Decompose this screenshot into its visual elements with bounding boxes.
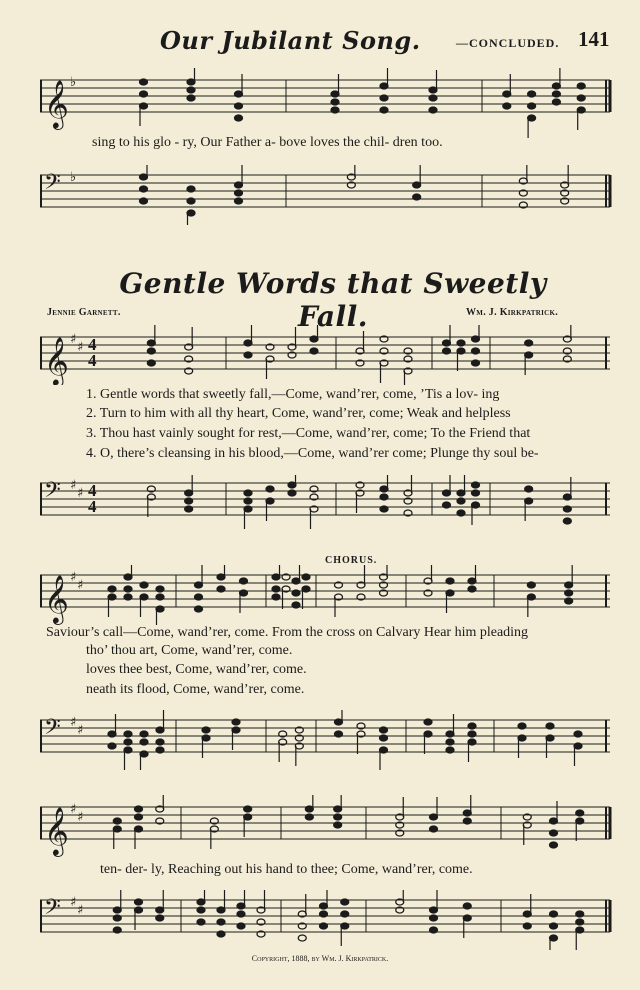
note-head — [244, 806, 252, 812]
note-head — [503, 91, 511, 97]
note-head — [202, 727, 210, 733]
note-head — [546, 735, 554, 741]
note-head — [156, 739, 164, 745]
key-signature-icon: ♯ — [70, 332, 77, 347]
note-head — [576, 818, 584, 824]
page-title: Our Jubilant Song. — [160, 26, 421, 55]
note-head — [463, 915, 471, 921]
note-head — [446, 590, 454, 596]
note-head — [472, 348, 480, 354]
note-head — [237, 903, 245, 909]
composer-credit: Wm. J. Kirkpatrick. — [466, 307, 559, 318]
note-head — [185, 490, 193, 496]
note-head — [108, 731, 116, 737]
note-head — [457, 490, 465, 496]
note-head — [525, 352, 533, 358]
note-head — [443, 340, 451, 346]
system2-bass-staff — [36, 475, 614, 535]
note-head — [552, 99, 560, 105]
note-head — [563, 494, 571, 500]
bass-clef-icon: 𝄢 — [44, 895, 61, 925]
note-head — [185, 506, 193, 512]
note-head — [140, 198, 148, 204]
note-head — [237, 923, 245, 929]
note-head — [135, 814, 143, 820]
note-head — [140, 174, 148, 180]
note-head — [135, 907, 143, 913]
note-head — [235, 91, 243, 97]
note-head — [468, 586, 476, 592]
note-head — [468, 578, 476, 584]
note-head — [244, 340, 252, 346]
note-head — [187, 79, 195, 85]
key-signature-icon: ♯ — [70, 478, 77, 493]
note-head — [298, 935, 306, 941]
note-head — [334, 814, 342, 820]
note-head — [472, 502, 480, 508]
note-head — [235, 103, 243, 109]
note-head — [331, 99, 339, 105]
note-head — [565, 598, 573, 604]
note-head — [331, 91, 339, 97]
note-head — [124, 574, 132, 580]
note-head — [235, 190, 243, 196]
note-head — [525, 486, 533, 492]
note-head — [576, 919, 584, 925]
note-head — [574, 743, 582, 749]
key-signature-icon: ♯ — [77, 578, 84, 593]
note-head — [147, 348, 155, 354]
treble-clef-icon: 𝄞 — [44, 574, 69, 623]
note-head — [197, 919, 205, 925]
note-head — [232, 727, 240, 733]
note-head — [518, 735, 526, 741]
verse-2-line2: tho’ thou art, Come, wand’rer, come. — [86, 643, 293, 658]
note-head — [424, 719, 432, 725]
note-head — [472, 490, 480, 496]
note-head — [272, 586, 280, 592]
time-signature: 4 — [88, 351, 97, 370]
note-head — [576, 810, 584, 816]
note-head — [244, 814, 252, 820]
note-head — [237, 911, 245, 917]
note-head — [518, 723, 526, 729]
note-head — [446, 739, 454, 745]
verse-3-line1: 3. Thou hast vainly sought for rest,—Come, wand’rer, come; To the Friend that — [86, 426, 531, 441]
note-head — [232, 719, 240, 725]
note-head — [550, 911, 558, 917]
note-head — [563, 506, 571, 512]
note-head — [472, 336, 480, 342]
note-head — [457, 498, 465, 504]
note-head — [140, 751, 148, 757]
note-head — [195, 606, 203, 612]
note-head — [380, 486, 388, 492]
key-signature-icon: ♯ — [77, 723, 84, 738]
note-head — [429, 95, 437, 101]
note-head — [341, 923, 349, 929]
key-signature-icon: ♯ — [77, 340, 84, 355]
note-head — [334, 822, 342, 828]
note-head — [187, 87, 195, 93]
note-head — [302, 574, 310, 580]
note-head — [380, 95, 388, 101]
treble-clef-icon: 𝄞 — [44, 79, 69, 128]
note-head — [302, 586, 310, 592]
note-head — [288, 482, 296, 488]
note-head — [380, 83, 388, 89]
note-head — [156, 606, 164, 612]
note-head — [468, 731, 476, 737]
note-head — [272, 594, 280, 600]
note-head — [187, 95, 195, 101]
note-head — [113, 818, 121, 824]
note-head — [430, 927, 438, 933]
note-head — [523, 911, 531, 917]
note-head — [446, 731, 454, 737]
note-head — [266, 498, 274, 504]
key-signature-icon: ♯ — [70, 895, 77, 910]
note-head — [140, 582, 148, 588]
note-head — [528, 91, 536, 97]
note-head — [244, 506, 252, 512]
note-head — [550, 842, 558, 848]
key-signature-icon: ♯ — [70, 715, 77, 730]
note-head — [457, 348, 465, 354]
note-head — [235, 115, 243, 121]
note-head — [527, 594, 535, 600]
note-head — [380, 735, 388, 741]
note-head — [320, 903, 328, 909]
note-head — [430, 814, 438, 820]
key-signature-icon: ♯ — [77, 486, 84, 501]
note-head — [550, 830, 558, 836]
note-head — [429, 107, 437, 113]
note-head — [443, 490, 451, 496]
treble-clef-icon: 𝄞 — [44, 806, 69, 855]
note-head — [124, 731, 132, 737]
note-head — [528, 115, 536, 121]
note-head — [446, 747, 454, 753]
bass-clef-icon: 𝄢 — [44, 478, 61, 508]
verse-1-line2: Saviour’s call—Come, wand’rer, come. From the cross on Calvary Hear him pleading — [46, 625, 529, 640]
note-head — [135, 806, 143, 812]
note-head — [331, 107, 339, 113]
note-head — [244, 498, 252, 504]
note-head — [310, 336, 318, 342]
note-head — [463, 810, 471, 816]
bass-clef-icon: 𝄢 — [44, 170, 61, 200]
note-head — [140, 91, 148, 97]
bass-clef-icon: 𝄢 — [44, 715, 61, 745]
note-head — [413, 194, 421, 200]
note-head — [156, 747, 164, 753]
verse-4-line2: neath its flood, Come, wand’rer, come. — [86, 682, 305, 697]
note-head — [380, 747, 388, 753]
note-head — [197, 907, 205, 913]
note-head — [156, 594, 164, 600]
note-head — [217, 907, 225, 913]
note-head — [468, 739, 476, 745]
note-head — [310, 348, 318, 354]
note-head — [244, 352, 252, 358]
note-head — [140, 739, 148, 745]
time-signature: 4 — [88, 497, 97, 516]
key-signature-icon: ♭ — [70, 170, 77, 185]
note-head — [195, 594, 203, 600]
note-head — [577, 95, 585, 101]
page-number: 141 — [578, 27, 610, 51]
note-head — [108, 586, 116, 592]
note-head — [266, 486, 274, 492]
note-head — [380, 506, 388, 512]
note-head — [124, 747, 132, 753]
note-head — [577, 83, 585, 89]
note-head — [335, 719, 343, 725]
note-head — [380, 107, 388, 113]
note-head — [424, 731, 432, 737]
note-head — [187, 210, 195, 216]
note-head — [140, 186, 148, 192]
note-head — [156, 586, 164, 592]
note-head — [334, 806, 342, 812]
note-head — [140, 103, 148, 109]
note-head — [457, 340, 465, 346]
staff-lines — [40, 80, 610, 112]
note-head — [217, 574, 225, 580]
note-head — [124, 739, 132, 745]
note-head — [413, 182, 421, 188]
verse-3-line2: loves thee best, Come, wand’rer, come. — [86, 662, 307, 677]
system4-bass-staff — [36, 890, 614, 950]
note-head — [217, 586, 225, 592]
note-head — [472, 360, 480, 366]
note-head — [550, 923, 558, 929]
system1-bass-staff — [36, 165, 614, 225]
note-head — [430, 907, 438, 913]
copyright-notice: Copyright, 1888, by Wm. J. Kirkpatrick. — [251, 954, 389, 963]
system1-treble-staff — [36, 68, 614, 138]
note-head — [341, 911, 349, 917]
system3-bass-staff — [36, 710, 614, 770]
note-head — [550, 935, 558, 941]
note-head — [565, 582, 573, 588]
note-head — [565, 590, 573, 596]
note-head — [443, 348, 451, 354]
note-head — [240, 590, 248, 596]
note-head — [113, 826, 121, 832]
note-head — [240, 578, 248, 584]
system1-lyric: sing to his glo - ry, Our Father a- bove loves the chil- dren too. — [92, 135, 443, 150]
note-head — [113, 915, 121, 921]
note-head — [457, 510, 465, 516]
system2-treble-staff — [36, 325, 614, 385]
key-signature-icon: ♯ — [70, 802, 77, 817]
note-head — [156, 915, 164, 921]
note-head — [202, 735, 210, 741]
note-head — [288, 490, 296, 496]
key-signature-icon: ♯ — [77, 903, 84, 918]
note-head — [523, 923, 531, 929]
time-signature: 4 — [88, 335, 97, 354]
note-head — [113, 927, 121, 933]
note-head — [147, 360, 155, 366]
note-head — [576, 911, 584, 917]
note-head — [108, 594, 116, 600]
note-head — [563, 518, 571, 524]
note-head — [552, 83, 560, 89]
note-head — [305, 814, 313, 820]
note-head — [305, 806, 313, 812]
note-head — [380, 494, 388, 500]
treble-clef-icon: 𝄞 — [44, 336, 69, 385]
hymn-title: Gentle Words that Sweetly Fall. — [119, 267, 547, 333]
note-head — [185, 498, 193, 504]
note-head — [124, 594, 132, 600]
note-head — [503, 103, 511, 109]
final-lyric: ten- der- ly, Reaching out his hand to thee; Come, wand’rer, come. — [100, 862, 473, 877]
note-head — [197, 899, 205, 905]
note-head — [443, 502, 451, 508]
note-head — [272, 574, 280, 580]
note-head — [463, 903, 471, 909]
system3-treble-staff — [36, 565, 614, 625]
note-head — [217, 931, 225, 937]
note-head — [446, 578, 454, 584]
note-head — [380, 727, 388, 733]
note-head — [546, 723, 554, 729]
note-head — [463, 818, 471, 824]
note-head — [341, 899, 349, 905]
note-head — [292, 590, 300, 596]
time-signature: 4 — [88, 481, 97, 500]
note-head — [552, 91, 560, 97]
note-head — [430, 826, 438, 832]
system4-treble-staff — [36, 795, 614, 865]
note-head — [235, 198, 243, 204]
note-head — [525, 498, 533, 504]
note-head — [528, 103, 536, 109]
note-head — [156, 727, 164, 733]
chorus-label: CHORUS. — [325, 555, 378, 566]
verse-2-line1: 2. Turn to him with all thy heart, Come, wand’rer, come; Weak and helpless — [86, 406, 511, 421]
key-signature-icon: ♯ — [70, 570, 77, 585]
verse-4-line1: 4. O, there’s cleansing in his blood,—Come, wand’rer come; Plunge thy soul be- — [86, 446, 539, 461]
note-head — [292, 602, 300, 608]
note-head — [577, 107, 585, 113]
note-head — [472, 482, 480, 488]
verse-1-line1: 1. Gentle words that sweetly fall,—Come, wand’rer, come, ’Tis a lov- ing — [86, 387, 500, 402]
note-head — [140, 79, 148, 85]
note-head — [320, 923, 328, 929]
note-head — [195, 582, 203, 588]
note-head — [235, 182, 243, 188]
key-signature-icon: ♯ — [77, 810, 84, 825]
note-head — [468, 723, 476, 729]
note-head — [108, 743, 116, 749]
note-head — [335, 731, 343, 737]
note-head — [124, 586, 132, 592]
lyricist-credit: Jennie Garnett. — [47, 307, 121, 318]
note-head — [525, 340, 533, 346]
note-head — [187, 198, 195, 204]
note-head — [147, 340, 155, 346]
note-head — [135, 899, 143, 905]
note-head — [113, 907, 121, 913]
note-head — [527, 582, 535, 588]
note-head — [550, 818, 558, 824]
note-head — [292, 578, 300, 584]
note-head — [217, 919, 225, 925]
note-head — [574, 731, 582, 737]
key-signature-icon: ♭ — [70, 75, 77, 90]
note-head — [140, 594, 148, 600]
note-head — [429, 87, 437, 93]
note-head — [135, 826, 143, 832]
note-head — [430, 915, 438, 921]
note-head — [576, 927, 584, 933]
note-head — [320, 911, 328, 917]
concluded-label: —CONCLUDED. — [456, 36, 560, 50]
note-head — [140, 731, 148, 737]
note-head — [187, 186, 195, 192]
note-head — [244, 490, 252, 496]
note-head — [156, 907, 164, 913]
